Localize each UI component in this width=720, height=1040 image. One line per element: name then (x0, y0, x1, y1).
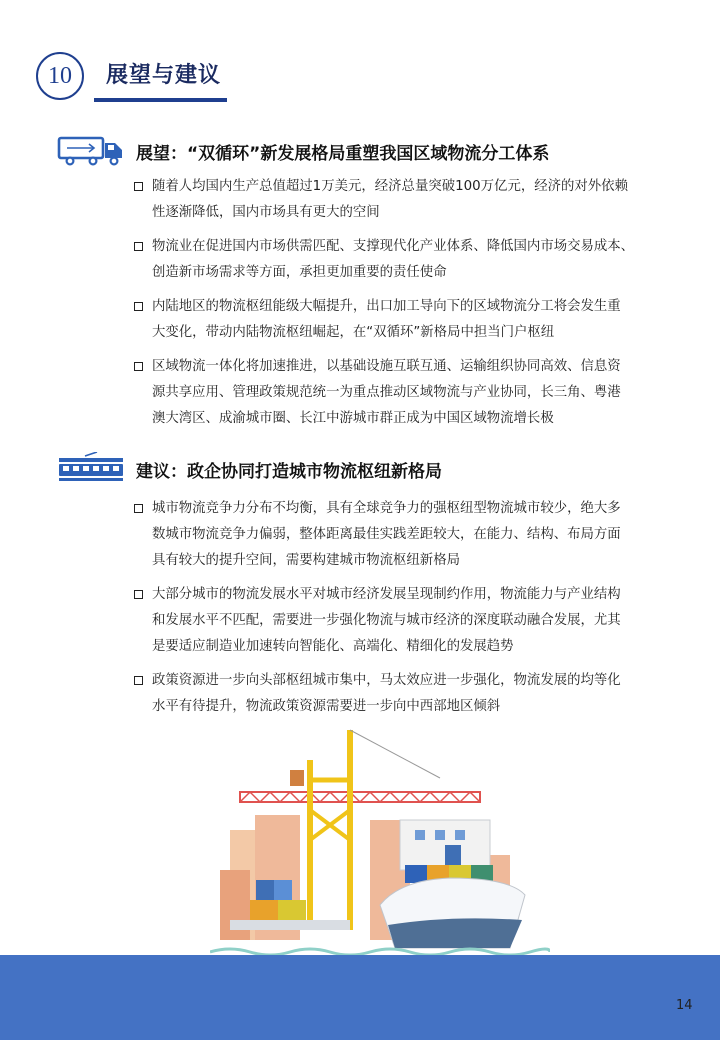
list-item: 区域物流一体化将加速推进，以基础设施互联互通、运输组织协同高效、信息资 源共享应用、管理政策规范统一为重点推动区域物流与产业协同，长三角、粤港 澳大湾区、成渝城市圈、长江中游城市群正成为中国区域物流增长极 (0, 354, 720, 432)
list-item: 政策资源进一步向头部枢纽城市集中，马太效应进一步强化，物流发展的均等化 水平有待提升，物流政策资源需要进一步向中西部地区倾斜 (0, 668, 720, 720)
chapter-number: 10 (36, 52, 84, 100)
section-title-outlook: 展望：“双循环”新发展格局重塑我国区域物流分工体系 (136, 144, 550, 164)
checkbox-bullet-icon (134, 302, 143, 311)
checkbox-bullet-icon (134, 242, 143, 251)
list-item: 大部分城市的物流发展水平对城市经济发展呈现制约作用，物流能力与产业结构 和发展水平不匹配，需要进一步强化物流与城市经济的深度联动融合发展，尤其 是要适应制造业加速转向智能化、高端化、精细化的发展趋势 (0, 582, 720, 660)
list-item: 城市物流竞争力分布不均衡，具有全球竞争力的强枢纽型物流城市较少，绝大多 数城市物流竞争力偏弱，整体距离最佳实践差距较大，在能力、结构、布局方面 具有较大的提升空间，需要构建城市物流枢纽新格局 (0, 496, 720, 574)
section-suggestions (0, 452, 720, 728)
list-item: 物流业在促进国内市场供需匹配、支撑现代化产业体系、降低国内市场交易成本、 创造新市场需求等方面，承担更加重要的责任使命 (0, 234, 720, 286)
checkbox-bullet-icon (134, 590, 143, 599)
checkbox-bullet-icon (134, 182, 143, 191)
checkbox-bullet-icon (134, 676, 143, 685)
chapter-title: 展望与建议 (106, 63, 222, 88)
truck-icon (57, 134, 125, 166)
train-icon (57, 452, 125, 484)
footer-band (0, 955, 720, 1040)
chapter-title-underline (94, 98, 227, 102)
checkbox-bullet-icon (134, 504, 143, 513)
checkbox-bullet-icon (134, 362, 143, 371)
list-item: 随着人均国内生产总值超过1万美元，经济总量突破100万亿元，经济的对外依赖 性逐渐降低，国内市场具有更大的空间 (0, 174, 720, 226)
port-crane-ship-illustration (210, 720, 550, 960)
section-outlook (0, 134, 720, 440)
section-title-suggestions: 建议：政企协同打造城市物流枢纽新格局 (136, 462, 442, 482)
page-number: 14 (676, 998, 693, 1013)
list-item: 内陆地区的物流枢纽能级大幅提升，出口加工导向下的区域物流分工将会发生重 大变化，带动内陆物流枢纽崛起，在“双循环”新格局中担当门户枢纽 (0, 294, 720, 346)
